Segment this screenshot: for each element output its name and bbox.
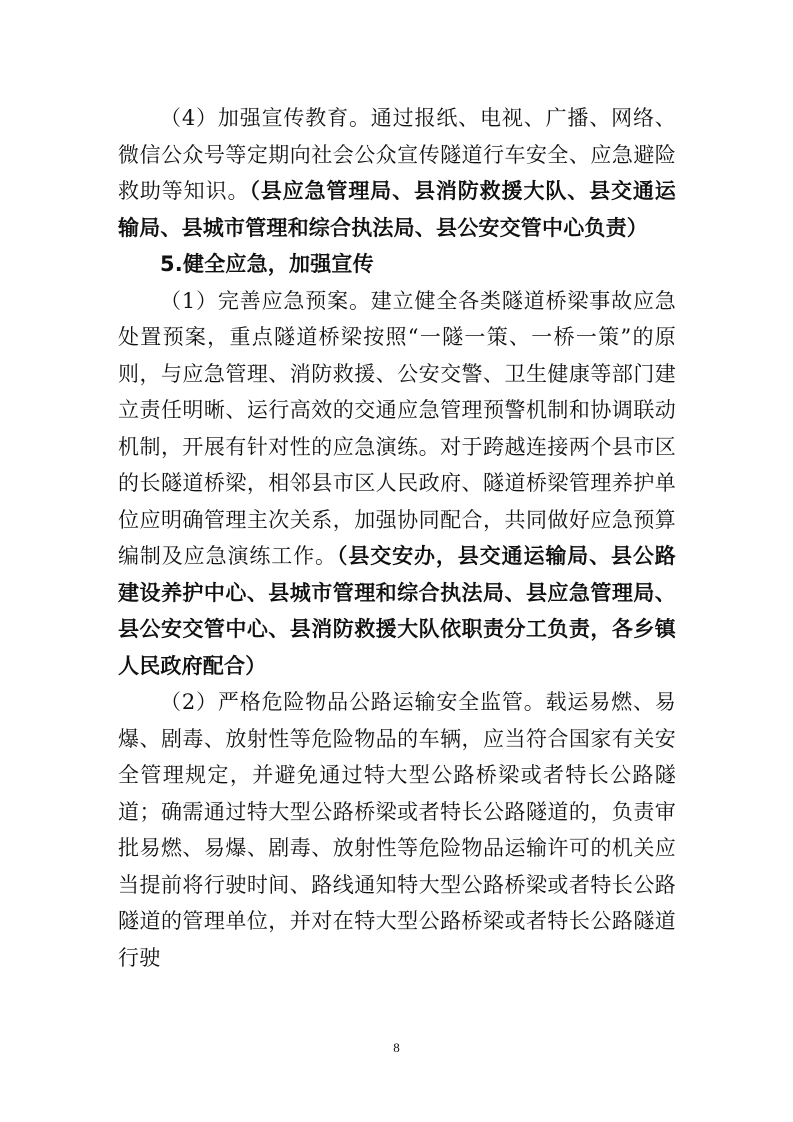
paragraph-text: （4）加强宣传教育。通过报纸、电视、广播、网络、微信公众号等定期向社会公众宣传隧道行车安全、应急避险救助等知识。 [118,106,676,203]
page-number: 8 [393,1040,400,1055]
paragraph-text: （2）严格危险物品公路运输安全监管。载运易燃、易爆、剧毒、放射性等危险物品的车辆，应当符合国家有关安全管理规定，并避免通过特大型公路桥梁或者特长公路隧道；确需通过特大型公路桥梁或者特长公路隧道的，负责审批易燃、易爆、剧毒、放射性等危险物品运输许可的机关应当提前将行驶时间、路线通知特大型公路桥梁或者特长公路隧道的管理单位，并对在特大型公路桥梁或者特长公路隧道行驶 [118,690,676,970]
paragraph-text: （1）完善应急预案。建立健全各类隧道桥梁事故应急处置预案，重点隧道桥梁按照“一隧一策、一桥一策”的原则，与应急管理、消防救援、公安交警、卫生健康等部门建立责任明晰、运行高效的交通应急管理预警机制和协调联动机制，开展有针对性的应急演练。对于跨越连接两个县市区的长隧道桥梁，相邻县市区人民政府、隧道桥梁管理养护单位应明确管理主次关系，加强协同配合，共同做好应急预算编制及应急演练工作。 [118,288,676,568]
responsible-departments: （县应急管理局、县消防救援大队、县交通运输局、县城市管理和综合执法局、县公安交管中心负责） [118,179,677,240]
paragraph-emergency-plan [118,283,676,685]
paragraph-publicity-education [118,100,676,246]
body-text [118,100,676,976]
paragraph-hazardous-transport [118,684,676,976]
section-heading-5: 5.健全应急，加强宣传 [160,252,374,276]
responsible-departments: （县交安办，县交通运输局、县公路建设养护中心、县城市管理和综合执法局、县应急管理局、县公安交管中心、县消防救援大队依职责分工负责，各乡镇人民政府配合） [118,544,676,678]
